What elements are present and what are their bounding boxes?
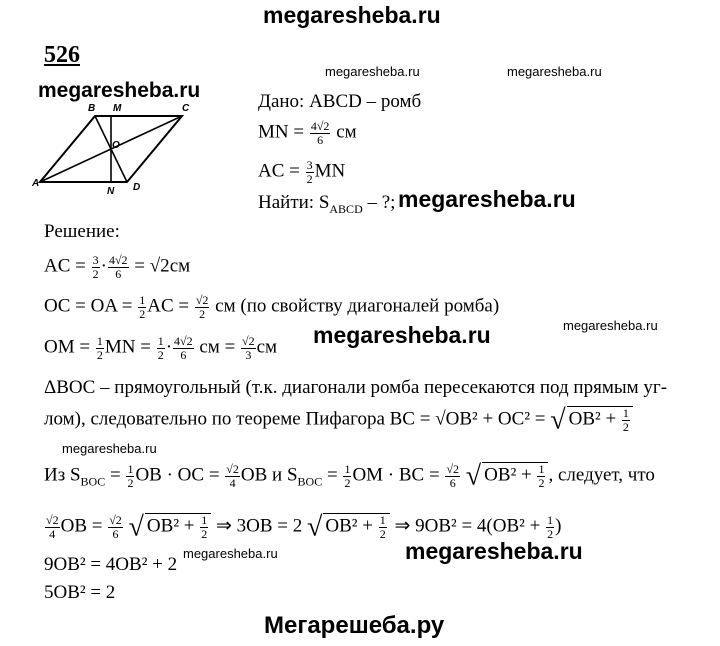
- label-d: D: [133, 182, 141, 193]
- label-n: N: [107, 186, 115, 194]
- given-ac: AC = $\frac{3}{2}$ MN: [258, 158, 346, 186]
- label-c: C: [182, 103, 190, 114]
- solution-line-8: 9OB² = 4OB² + 2: [44, 554, 178, 575]
- given-mn-unit: см: [336, 121, 357, 143]
- solution-line-6: Из $S_{BOC}$ = $\frac{1}{2}$ OB · OC = $\frac{√2}{4}$ OB и $S_{BOC}$ = $\frac{1}{2}$ OM · BC = $\frac{√2}{6}$ √ OB² + $\frac{1}{2}$ , следует, что: [44, 460, 655, 492]
- label-m: M: [113, 103, 122, 114]
- label-b: B: [88, 103, 96, 114]
- footer-watermark: Мегарешеба.ру: [264, 612, 445, 639]
- solution-line-3: OM = $\frac{1}{2}$ MN = $\frac{1}{2}$ · $\frac{4√2}{6}$ см = $\frac{√2}{3}$ см: [44, 334, 278, 362]
- watermark-line-small: megaresheba.ru: [62, 441, 157, 456]
- solution-heading: Решение:: [44, 221, 120, 242]
- watermark-diagram: megaresheba.ru: [38, 79, 201, 102]
- watermark-bottom-bold: megaresheba.ru: [405, 538, 583, 564]
- rhombus-figure: [30, 98, 230, 194]
- watermark-mid-bold: megaresheba.ru: [313, 322, 491, 348]
- watermark-mid-small: megaresheba.ru: [563, 318, 658, 333]
- solution-line-1: AC = $\frac{3}{2}$ · $\frac{4√2}{6}$ = √2см: [44, 253, 191, 281]
- given-ac-fraction: $\frac{3}{2}$: [306, 158, 313, 186]
- watermark-given-2: megaresheba.ru: [507, 64, 602, 79]
- solution-line-5: лом), следовательно по теореме Пифагора BC = √OB² + OC² = √ OB² + $\frac{1}{2}$: [44, 406, 633, 434]
- given-mn: [258, 120, 357, 146]
- given-mn-fraction: $\frac{4√2}{6}$: [310, 119, 330, 147]
- given-find: Найти: $S_{ABCD}$ – ?;: [258, 192, 396, 216]
- watermark-top: megaresheba.ru: [263, 2, 441, 28]
- solution-line-9: 5OB² = 2: [44, 582, 116, 603]
- label-o: O: [112, 140, 120, 151]
- solution-line-7: $\frac{√2}{4}$ OB = $\frac{√2}{6}$ √ OB² + $\frac{1}{2}$ ⇒ 3OB = 2 √ OB² + $\frac{1}{2}$ ⇒ 9OB² = 4(OB² + $\frac{1}{2}$ ): [46, 511, 562, 543]
- problem-number: 526: [44, 42, 80, 68]
- watermark-given-1: megaresheba.ru: [325, 64, 420, 79]
- solution-line-4: ΔBOC – прямоугольный (т.к. диагонали ромба пересекаются под прямым уг-: [44, 377, 668, 398]
- given-line-1: Дано: ABCD – ромб: [258, 91, 422, 112]
- given-mn-lhs: MN =: [258, 121, 305, 143]
- watermark-bottom-small: megaresheba.ru: [183, 546, 278, 561]
- solution-line-2: OC = OA = $\frac{1}{2}$ AC = $\frac{√2}{2}$ см (по свойству диагоналей ромба): [44, 293, 500, 321]
- label-a: A: [32, 178, 40, 189]
- watermark-find-right: megaresheba.ru: [398, 186, 576, 212]
